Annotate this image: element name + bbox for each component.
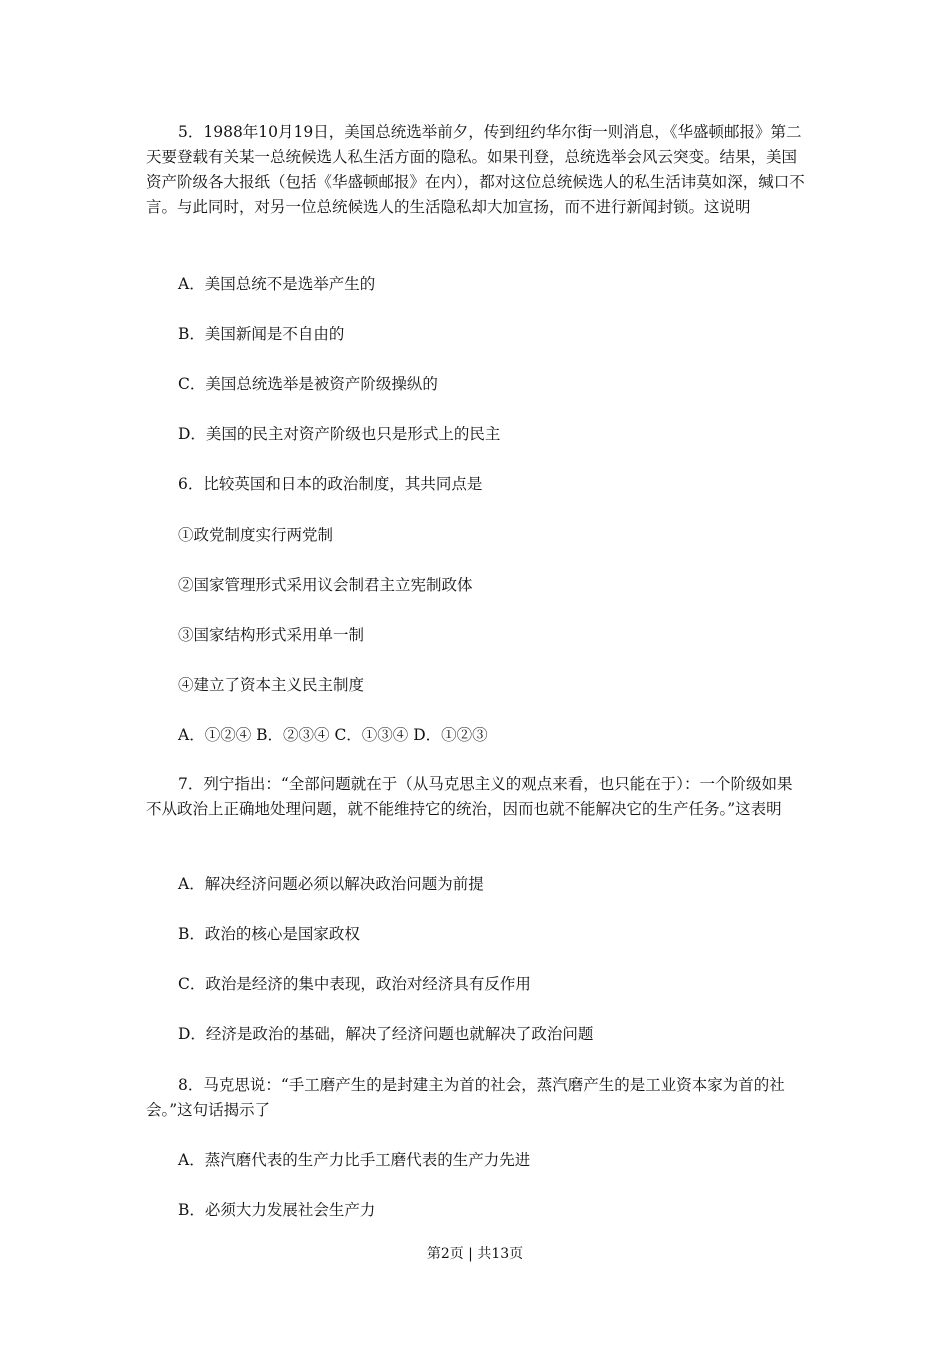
question-8-stem: 8．马克思说：“手工磨产生的是封建主为首的社会，蒸汽磨产生的是工业资本家为首的社会。”这句话揭示了 xyxy=(146,1076,785,1119)
question-7-option-a: A．解决经济问题必须以解决政治问题为前提 xyxy=(178,875,484,893)
question-6-statement-3: ③国家结构形式采用单一制 xyxy=(178,626,365,644)
question-8-option-b: B．必须大力发展社会生产力 xyxy=(178,1201,376,1219)
question-5-option-b: B．美国新闻是不自由的 xyxy=(178,325,345,343)
question-7-stem: 7．列宁指出：“全部问题就在于（从马克思主义的观点来看，也只能在于）：一个阶级如果不从政治上正确地处理问题，就不能维持它的统治，因而也就不能解决它的生产任务。”这表明 xyxy=(146,775,793,818)
question-7-option-b: B．政治的核心是国家政权 xyxy=(178,925,360,943)
question-8-option-a: A．蒸汽磨代表的生产力比手工磨代表的生产力先进 xyxy=(178,1151,531,1169)
question-6-statement-1: ①政党制度实行两党制 xyxy=(178,526,334,544)
question-7-option-c: C．政治是经济的集中表现，政治对经济具有反作用 xyxy=(178,975,531,993)
question-6-statement-2: ②国家管理形式采用议会制君主立宪制政体 xyxy=(178,576,473,594)
question-5-option-d: D．美国的民主对资产阶级也只是形式上的民主 xyxy=(178,425,501,443)
question-5-option-a: A．美国总统不是选举产生的 xyxy=(178,275,376,293)
question-7-option-d: D．经济是政治的基础，解决了经济问题也就解决了政治问题 xyxy=(178,1025,594,1043)
question-5-stem: 5．1988年10月19日，美国总统选举前夕，传到纽约华尔街一则消息，《华盛顿邮报》第二天要登载有关某一总统候选人私生活方面的隐私。如果刊登，总统选举会风云突变。结果，美国资产阶级各大报纸（包括《华盛顿邮报》在内），都对这位总统候选人的私生活讳莫如深，缄口不言。与此同时，对另一位总统候选人的生活隐私却大加宣扬，而不进行新闻封锁。这说明 xyxy=(146,123,805,216)
question-6-options: A．①②④ B．②③④ C．①③④ D．①②③ xyxy=(178,726,488,744)
page-footer: 第2页 | 共13页 xyxy=(426,1246,524,1262)
question-5-option-c: C．美国总统选举是被资产阶级操纵的 xyxy=(178,375,438,393)
question-6-stem: 6．比较英国和日本的政治制度，其共同点是 xyxy=(178,475,483,493)
question-6-statement-4: ④建立了资本主义民主制度 xyxy=(178,676,365,694)
